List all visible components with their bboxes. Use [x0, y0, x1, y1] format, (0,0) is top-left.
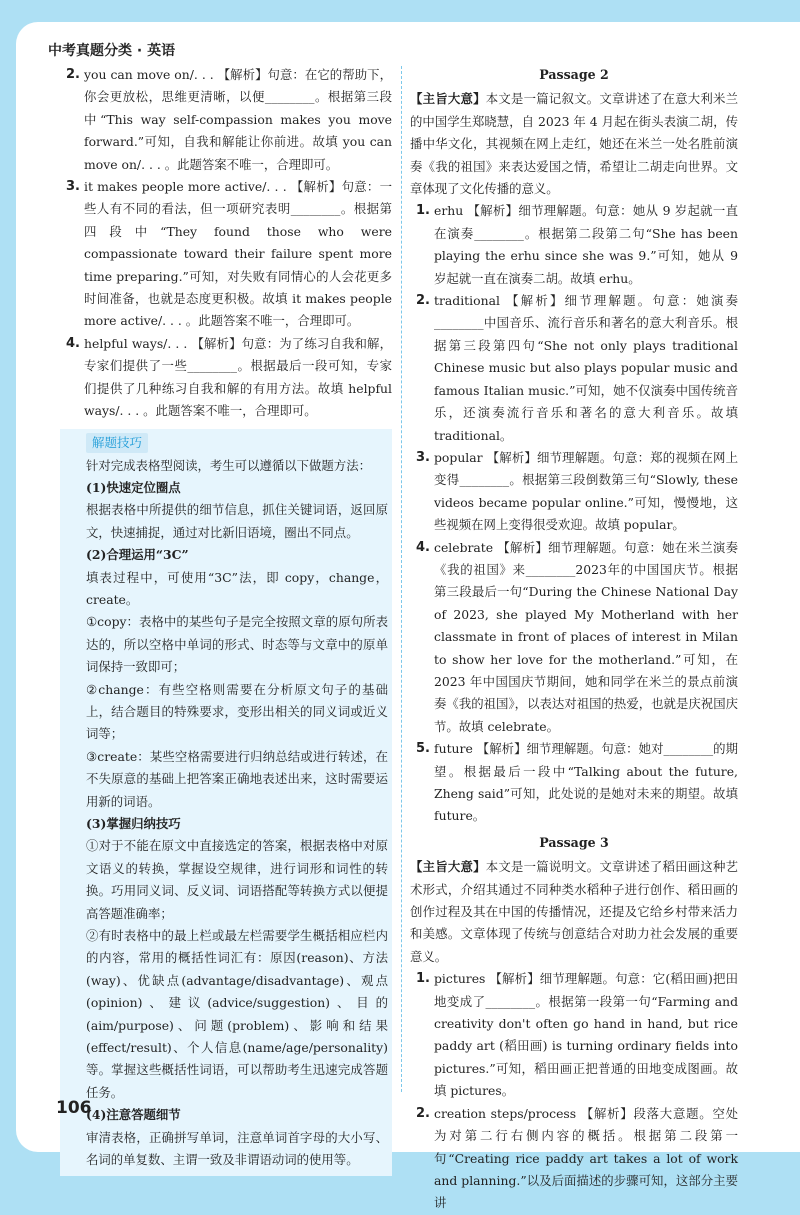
item-text: helpful ways/. . . 【解析】句意：为了练习自我和解，专家们提供了一些________。根据最后一段可知，专家们提供了几种练习自我和解的有用方法。故填 helpful ways/. . . 。此题答案不唯一，合理即可。 [84, 335, 392, 419]
item-number: 1. [416, 203, 430, 219]
answer-item [60, 333, 392, 423]
page-number: 106 [56, 1098, 92, 1118]
answer-item [60, 64, 392, 176]
answer-item [410, 738, 738, 828]
tips-line: 根据表格中所提供的细节信息，抓住关键词语，返回原文，快速捕捉，通过对比新旧语境，圈出不同点。 [86, 502, 388, 540]
item-text: erhu 【解析】细节理解题。句意：她从 9 岁起就一直在演奏________。根据第二段第二句“She has been playing the erhu since she was 9.”可知，她从 9 岁起就一直在演奏二胡。故填 erhu。 [434, 203, 738, 286]
item-text: you can move on/. . . 【解析】句意：在它的帮助下，你会更放松，思维更清晰，以便________。根据第三段中“This way self-compassion makes you move forward.”可知，自我和解能让你前进。故填 you can move on/. . . 。此题答案不唯一，合理即可。 [84, 67, 392, 172]
tips-line: ②有时表格中的最上栏或最左栏需要学生概括相应栏内的内容，常用的概括性词汇有：原因(reason)、方法(way)、优缺点(advantage/disadvantage)、观点(opinion)、建议(advice/suggestion)、目的(aim/purpose)、问题(problem)、影响和结果(effect/result)、个人信息(name/age/personality)等。掌握这些概括性词语，可以帮助考生迅速完成答题任务。 [86, 928, 388, 1100]
item-number: 1. [416, 971, 430, 987]
item-text: it makes people more active/. . . 【解析】句意：一些人有不同的看法，但一项研究表明________。根据第四段中“They found those who were compassionate toward their failure spent more time preparing.”可知，对失败有同情心的人会花更多时间准备，也就是态度更积极。故填 it makes people more active/. . . 。此题答案不唯一，合理即可。 [84, 179, 392, 329]
passage-summary [410, 856, 738, 968]
item-number: 3. [66, 179, 80, 195]
tips-line: ①对于不能在原文中直接选定的答案，根据表格中对原文语义的转换，掌握设空规律，进行词形和词性的转换。巧用同义词、反义词、词语搭配等转换方式以便提高答题准确率； [86, 838, 388, 921]
tips-line: 针对完成表格型阅读，考生可以遵循以下做题方法： [86, 457, 371, 473]
item-number: 2. [416, 293, 430, 309]
answer-item [410, 447, 738, 537]
summary-text: 本文是一篇说明文。文章讲述了稻田画这种艺术形式，介绍其通过不同种类水稻种子进行创作、稻田画的创作过程及其在中国的传播情况，还提及它给乡村带来活力和美感。文章体现了传统与创意结合对助力社会发展的重要意义。 [410, 859, 739, 964]
item-text: pictures 【解析】细节理解题。句意：它(稻田画)把田地变成了________。根据第一段第一句“Farming and creativity don't often go hand in hand, but rice paddy art (稻田画) is turning ordinary fields into pictures.”可知，稻田画正把普通的田地变成图画。故填 pictures。 [434, 971, 738, 1099]
item-text: celebrate 【解析】细节理解题。句意：她在米兰演奏《我的祖国》来________2023年的中国国庆节。根据第三段最后一句“During the Chinese National Day of 2023, she played My Motherland with her classmate in front of places of interest in Milan to show her love for the motherland.”可知，在 2023 年中国国庆节期间，她和同学在米兰的景点前演奏《我的祖国》，以表达对祖国的热爱，也就是庆祝国庆节。故填 celebrate。 [434, 539, 738, 734]
item-number: 4. [416, 539, 430, 555]
tips-line: 填表过程中，可使用“3C”法，即 copy，change，create。 [86, 569, 388, 607]
summary-tag: 【主旨大意】 [410, 859, 486, 875]
tips-line: 审清表格，正确拼写单词，注意单词首字母的大小写、名词的单复数、主谓一致及非谓语动词的使用等。 [86, 1129, 388, 1168]
tips-heading: (1)快速定位圈点 [86, 479, 181, 495]
answer-item [410, 537, 738, 739]
answer-item [410, 200, 738, 290]
column-divider [401, 66, 402, 1092]
item-number: 2. [66, 67, 80, 82]
answer-item [410, 290, 738, 447]
item-text: popular 【解析】细节理解题。句意：郑的视频在网上变得________。根据第三段倒数第三句“Slowly, these videos became popular online.”可知，慢慢地，这些视频在网上变得很受欢迎。故填 popular。 [434, 449, 738, 533]
answer-item [410, 968, 738, 1102]
passage-title: Passage 2 [539, 67, 609, 82]
passage-summary [410, 88, 738, 200]
tips-line: ③create：某些空格需要进行归纳总结或进行转述，在不失原意的基础上把答案正确地表述出来，这时需要运用新的词语。 [86, 748, 388, 809]
item-number: 3. [416, 449, 430, 465]
tips-heading: (4)注意答题细节 [86, 1107, 181, 1123]
right-column [410, 64, 738, 1215]
summary-tag: 【主旨大意】 [410, 91, 486, 107]
item-text: traditional 【解析】细节理解题。句意：她演奏________中国音乐、流行音乐和著名的意大利音乐。根据第三段第四句“She not only plays traditional Chinese music but also plays popular music and famous Italian music.”可知，她不仅演奏中国传统音乐，还演奏流行音乐和著名的意大利音乐。故填 traditional。 [434, 293, 738, 443]
item-text: creation steps/process 【解析】段落大意题。空处为对第二行右侧内容的概括。根据第二段第一句“Creating rice paddy art takes a lot of work and planning.”以及后面描述的步骤可知，这部分主要讲 [434, 1105, 738, 1211]
answer-item [410, 1103, 738, 1215]
item-number: 4. [66, 335, 80, 351]
passage-title: Passage 3 [539, 834, 609, 850]
tips-box [60, 429, 392, 1176]
answer-item [60, 176, 392, 333]
tips-line: ②change：有些空格则需要在分析原文句子的基础上，结合题目的特殊要求，变形出相关的同义词或近义词等； [86, 681, 388, 742]
tips-line: ①copy：表格中的某些句子是完全按照文章的原句所表达的，所以空格中单词的形式、时态等与文章中的原单词保持一致即可； [86, 614, 388, 675]
summary-text: 本文是一篇记叙文。文章讲述了在意大利米兰的中国学生郑晓慧，自 2023 年 4 月起在街头表演二胡，传播中华文化，其视频在网上走红，她还在米兰一处名胜前演奏《我的祖国》来表达爱国之情，希望让二胡走向世界。文章体现了文化传播的意义。 [410, 91, 739, 197]
tips-title: 解题技巧 [86, 433, 148, 453]
page-header: 中考真题分类 · 英语 [48, 43, 176, 59]
left-column [60, 64, 392, 1176]
item-number: 5. [416, 741, 430, 757]
tips-heading: (3)掌握归纳技巧 [86, 816, 181, 831]
item-text: future 【解析】细节理解题。句意：她对________的期望。根据最后一段中“Talking about the future, Zheng said”可知，此处说的是她对未来的期望。故填 future。 [434, 741, 738, 824]
tips-heading: (2)合理运用“3C” [86, 547, 189, 563]
item-number: 2. [416, 1105, 430, 1121]
